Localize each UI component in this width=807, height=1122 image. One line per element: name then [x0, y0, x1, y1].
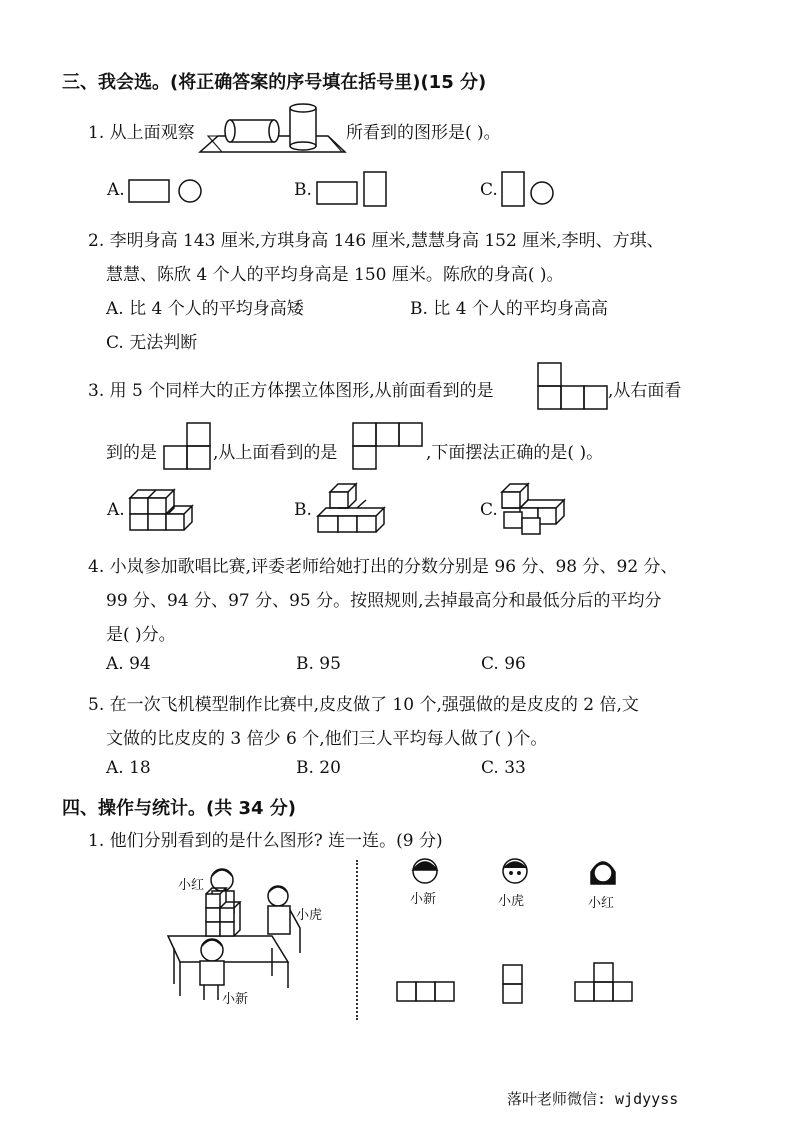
q4-option-a[interactable]: A. 94 — [106, 654, 151, 674]
q4-option-b[interactable]: B. 95 — [296, 654, 341, 674]
q1-solid-figure — [200, 100, 350, 155]
q3-front-view — [537, 362, 609, 410]
head-xiaohu-icon[interactable] — [500, 856, 530, 886]
footer-contact: 落叶老师微信: wjdyyss — [507, 1090, 679, 1108]
view-shape-t-shape[interactable] — [574, 962, 636, 1004]
section-4-title: 四、操作与统计。(共 34 分) — [62, 798, 297, 819]
head-xiaohong-icon[interactable] — [588, 856, 618, 890]
scene-label-xiaohong: 小红 — [178, 878, 205, 893]
person-xiaoxin[interactable]: 小新 — [410, 892, 437, 907]
q1-option-b-shapes — [316, 170, 396, 210]
view-shape-column-of-two[interactable] — [501, 964, 525, 1006]
person-xiaohong[interactable]: 小红 — [588, 896, 615, 911]
q3-option-c-cubes — [500, 482, 580, 536]
q5-option-a[interactable]: A. 18 — [106, 758, 151, 778]
q3-top-view — [352, 422, 426, 470]
q2-line1: 2. 李明身高 143 厘米,方琪身高 146 厘米,慧慧身高 152 厘米,李明、方琪、 — [88, 231, 664, 251]
section-3-title: 三、我会选。(将正确答案的序号填在括号里)(15 分) — [62, 72, 487, 93]
q3-line2-c: ,下面摆法正确的是( )。 — [426, 443, 604, 463]
q5-option-b[interactable]: B. 20 — [296, 758, 341, 778]
person-xiaohu[interactable]: 小虎 — [498, 894, 525, 909]
q4-line1: 4. 小岚参加歌唱比赛,评委老师给她打出的分数分别是 96 分、98 分、92 分、 — [88, 557, 678, 577]
q3-line2-b: ,从上面看到的是 — [213, 443, 338, 463]
q1-option-a-shapes — [128, 176, 208, 206]
q1-option-c[interactable]: C. — [480, 180, 498, 200]
q1-suffix: 所看到的图形是( )。 — [346, 123, 501, 143]
q1-option-b[interactable]: B. — [294, 180, 312, 200]
view-shape-row-of-three[interactable] — [396, 980, 458, 1004]
q4-option-c[interactable]: C. 96 — [481, 654, 526, 674]
q1-prefix: 1. 从上面观察 — [88, 123, 195, 143]
dotted-divider — [356, 860, 358, 1020]
q1-option-a[interactable]: A. — [107, 180, 125, 200]
q2-option-b[interactable]: B. 比 4 个人的平均身高高 — [410, 299, 608, 319]
scene-label-xiaohu: 小虎 — [296, 908, 323, 923]
q2-line2: 慧慧、陈欣 4 个人的平均身高是 150 厘米。陈欣的身高( )。 — [106, 265, 564, 285]
s4-q1-text: 1. 他们分别看到的是什么图形? 连一连。(9 分) — [88, 831, 443, 851]
q4-line3: 是( )分。 — [106, 625, 176, 645]
q5-line2: 文做的比皮皮的 3 倍少 6 个,他们三人平均每人做了( )个。 — [106, 729, 548, 749]
q2-option-a[interactable]: A. 比 4 个人的平均身高矮 — [106, 299, 304, 319]
q3-option-b[interactable]: B. — [294, 500, 312, 520]
q3-option-a-cubes — [128, 484, 200, 532]
q3-option-a[interactable]: A. — [107, 500, 125, 520]
q3-line2-a: 到的是 — [106, 443, 157, 463]
q5-option-c[interactable]: C. 33 — [481, 758, 526, 778]
q3-line1-a: 3. 用 5 个同样大的正方体摆立体图形,从前面看到的是 — [88, 381, 494, 401]
q3-right-view — [163, 422, 213, 470]
q1-option-c-shapes — [500, 170, 570, 210]
q3-line1-b: ,从右面看 — [608, 381, 682, 401]
q5-line1: 5. 在一次飞机模型制作比赛中,皮皮做了 10 个,强强做的是皮皮的 2 倍,文 — [88, 695, 639, 715]
q4-line2: 99 分、94 分、97 分、95 分。按照规则,去掉最高分和最低分后的平均分 — [106, 591, 662, 611]
q3-option-c[interactable]: C. — [480, 500, 498, 520]
head-xiaoxin-icon[interactable] — [410, 856, 440, 886]
scene-label-xiaoxin: 小新 — [222, 992, 249, 1007]
q3-option-b-cubes — [316, 482, 396, 534]
q2-option-c[interactable]: C. 无法判断 — [106, 333, 198, 353]
